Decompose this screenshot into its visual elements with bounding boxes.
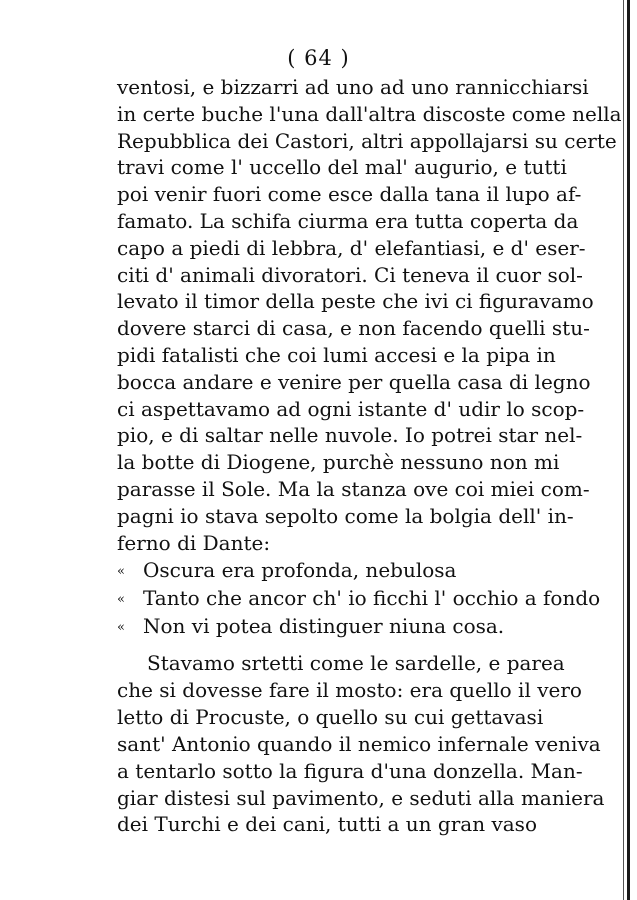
paragraph-2	[117, 650, 605, 838]
verse-quotation	[117, 557, 601, 641]
verse-text: Non vi potea distinguer niuna cosa.	[143, 614, 505, 638]
text-line: letto di Procuste, o quello su cui gettavasi	[117, 704, 544, 729]
text-line: Repubblica dei Castori, altri appollajarsi su certe	[117, 128, 617, 153]
text-line: bocca andare e venire per quella casa di legno	[117, 369, 591, 394]
verse-text: Tanto che ancor ch' io ficchi l' occhio a fondo	[143, 586, 601, 610]
verse-line	[117, 613, 537, 641]
text-line: citi d' animali divoratori. Ci teneva il cuor sol-	[117, 262, 583, 287]
text-line: sant' Antonio quando il nemico infernale veniva	[117, 731, 601, 756]
text-line: famato. La schifa ciurma era tutta coperta da	[117, 208, 579, 233]
quote-mark: «	[117, 592, 125, 607]
verse-line	[117, 585, 601, 613]
text-line: Stavamo srtetti come le sardelle, e parea	[147, 651, 565, 675]
text-line: poi venir fuori come esce dalla tana il lupo af-	[117, 182, 582, 207]
text-line: in certe buche l'una dall'altra discoste come nella	[117, 101, 622, 126]
text-line: levato il timor della peste che ivi ci figuravamo	[117, 289, 594, 314]
page-edge-line	[623, 0, 624, 900]
text-line: giar distesi sul pavimento, e seduti alla maniera	[117, 785, 605, 810]
text-line: ci aspettavamo ad ogni istante d' udir lo scop-	[117, 396, 585, 421]
verse-line	[117, 557, 537, 585]
verse-text: Oscura era profonda, nebulosa	[143, 558, 457, 582]
text-line: la botte di Diogene, purchè nessuno non mi	[117, 450, 560, 475]
text-line: dovere starci di casa, e non facendo quelli stu-	[117, 316, 590, 341]
text-line: pidi fatalisti che coi lumi accesi e la pipa in	[117, 342, 556, 367]
page-edge-shadow	[627, 0, 630, 900]
text-line: capo a piedi di lebbra, d' elefantiasi, e d' eser-	[117, 235, 586, 260]
text-line: a tentarlo sotto la figura d'una donzella. Man-	[117, 758, 583, 783]
text-line: travi come l' uccello del mal' augurio, e tutti	[117, 155, 567, 180]
text-line: parasse il Sole. Ma la stanza ove coi miei com-	[117, 476, 590, 501]
text-line: ventosi, e bizzarri ad uno ad uno rannicchiarsi	[117, 75, 589, 99]
text-line: pio, e di saltar nelle nuvole. Io potrei star nel-	[117, 423, 583, 448]
paragraph-1	[117, 74, 622, 556]
page-number: ( 64 )	[287, 46, 350, 70]
text-line: dei Turchi e dei cani, tutti a un gran vaso	[117, 812, 537, 837]
quote-mark: «	[117, 620, 125, 635]
text-line: ferno di Dante:	[117, 530, 271, 555]
text-line: che si dovesse fare il mosto: era quello il vero	[117, 677, 582, 702]
text-line: pagni io stava sepolto come la bolgia dell' in-	[117, 503, 574, 528]
quote-mark: «	[117, 564, 125, 579]
